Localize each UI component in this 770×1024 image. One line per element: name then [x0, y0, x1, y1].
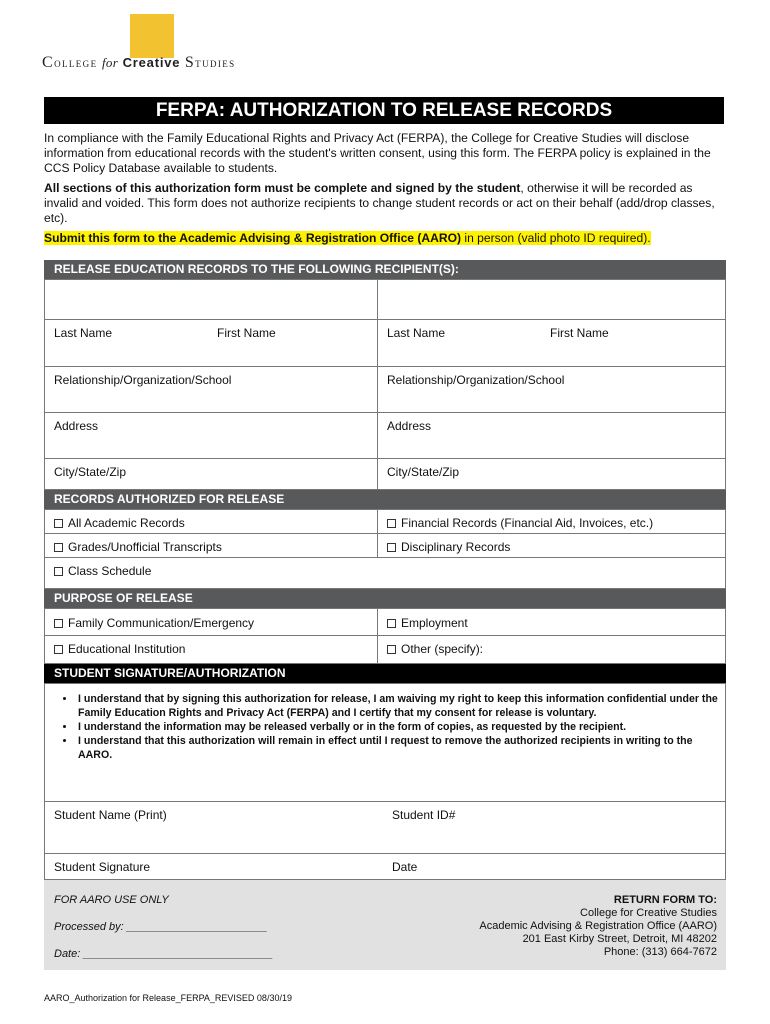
checkbox-all-academic-records[interactable]: All Academic Records	[54, 516, 185, 530]
return-address: RETURN FORM TO: College for Creative Studies Academic Advising & Registration Office (AARO) 201 East Kirby Street, Detroit, MI 48202 Phone: (313) 664-7672	[479, 894, 717, 958]
recipient-2-relationship-field[interactable]: Relationship/Organization/School	[378, 367, 725, 413]
form-title: FERPA: AUTHORIZATION TO RELEASE RECORDS	[44, 97, 724, 124]
checkbox-icon[interactable]	[54, 519, 63, 528]
list-item: • I understand that this authorization will remain in effect until I request to remove the authorized recipients in writing to the AARO.	[76, 734, 722, 762]
student-signature-date-field[interactable]: Student Signature Date	[54, 860, 418, 874]
recipient-2-name-labels[interactable]: Last Name First Name	[378, 320, 725, 367]
purpose-cell-4	[378, 636, 725, 663]
checkbox-icon[interactable]	[387, 543, 396, 552]
records-cell-2	[378, 510, 725, 534]
recipients-section-header: RELEASE EDUCATION RECORDS TO THE FOLLOWING RECIPIENT(S):	[44, 260, 726, 279]
aaro-office-use: FOR AARO USE ONLY Processed by: _______________________ Date: _______________________________	[54, 894, 273, 960]
logo-wordmark: College for Creative Studies	[42, 54, 236, 71]
checkbox-class-schedule[interactable]: Class Schedule	[54, 564, 151, 578]
intro-paragraph-1: In compliance with the Family Educational Rights and Privacy Act (FERPA), the College for Creative Studies will disclose information from educational records with the student's written consent, using this form. The FERPA policy is explained in the CCS Policy Database available to students.	[44, 131, 711, 175]
purpose-section-header: PURPOSE OF RELEASE	[44, 589, 726, 608]
recipient-1-name-labels[interactable]: Last Name First Name	[45, 320, 378, 367]
list-item: • I understand the information may be released verbally or in the form of copies, as requested by the recipient.	[76, 720, 722, 734]
student-name-id-field[interactable]: Student Name (Print) Student ID#	[45, 802, 725, 854]
recipient-2-address-field[interactable]: Address	[378, 413, 725, 459]
records-cell-1	[45, 510, 378, 534]
checkbox-icon[interactable]	[54, 543, 63, 552]
recipient-1-address-field[interactable]: Address	[45, 413, 378, 459]
checkbox-icon[interactable]	[387, 645, 396, 654]
recipients-grid	[44, 279, 726, 490]
college-logo	[42, 14, 257, 70]
records-cell-5	[45, 558, 725, 588]
intro-paragraph-2: All sections of this authorization form must be complete and signed by the student, otherwise it will be recorded as invalid and voided. This form does not authorize recipients to change student records or act on their behalf (add/drop classes, etc).	[44, 181, 715, 225]
intro-text	[44, 131, 726, 251]
footer-revision: AARO_Authorization for Release_FERPA_REVISED 08/30/19	[44, 993, 292, 1003]
purpose-grid	[44, 608, 726, 664]
signature-terms-list	[62, 692, 722, 762]
recipient-2-name-field[interactable]	[378, 280, 725, 320]
checkbox-icon[interactable]	[54, 645, 63, 654]
checkbox-icon[interactable]	[54, 567, 63, 576]
checkbox-icon[interactable]	[387, 519, 396, 528]
purpose-cell-3	[45, 636, 378, 663]
list-item: • I understand that by signing this authorization for release, I am waiving my right to keep this information confidential under the Family Education Rights and Privacy Act (FERPA) and I certify that my consent for release is voluntary.	[76, 692, 722, 720]
checkbox-grades-transcripts[interactable]: Grades/Unofficial Transcripts	[54, 540, 222, 554]
recipient-1-relationship-field[interactable]: Relationship/Organization/School	[45, 367, 378, 413]
checkbox-icon[interactable]	[54, 619, 63, 628]
aaro-use-box	[44, 880, 726, 970]
checkbox-family-communication[interactable]: Family Communication/Emergency	[54, 616, 254, 630]
records-cell-4	[378, 534, 725, 558]
recipient-1-city-field[interactable]: City/State/Zip	[45, 459, 378, 489]
purpose-cell-1	[45, 609, 378, 636]
recipient-2-city-field[interactable]: City/State/Zip	[387, 465, 460, 479]
checkbox-icon[interactable]	[387, 619, 396, 628]
checkbox-other[interactable]: Other (specify):	[387, 642, 483, 656]
logo-yellow-square	[130, 14, 174, 58]
checkbox-employment[interactable]: Employment	[387, 616, 468, 630]
intro-paragraph-3: Submit this form to the Academic Advising & Registration Office (AARO) in person (valid photo ID required).	[44, 231, 651, 245]
signature-section-header: STUDENT SIGNATURE/AUTHORIZATION	[44, 664, 726, 683]
records-grid	[44, 509, 726, 589]
purpose-cell-2	[378, 609, 725, 636]
checkbox-financial-records[interactable]: Financial Records (Financial Aid, Invoices, etc.)	[387, 516, 653, 530]
checkbox-disciplinary-records[interactable]: Disciplinary Records	[387, 540, 510, 554]
records-section-header: RECORDS AUTHORIZED FOR RELEASE	[44, 490, 726, 509]
records-cell-3	[45, 534, 378, 558]
recipient-1-name-field[interactable]	[45, 280, 378, 320]
checkbox-educational-institution[interactable]: Educational Institution	[54, 642, 185, 656]
